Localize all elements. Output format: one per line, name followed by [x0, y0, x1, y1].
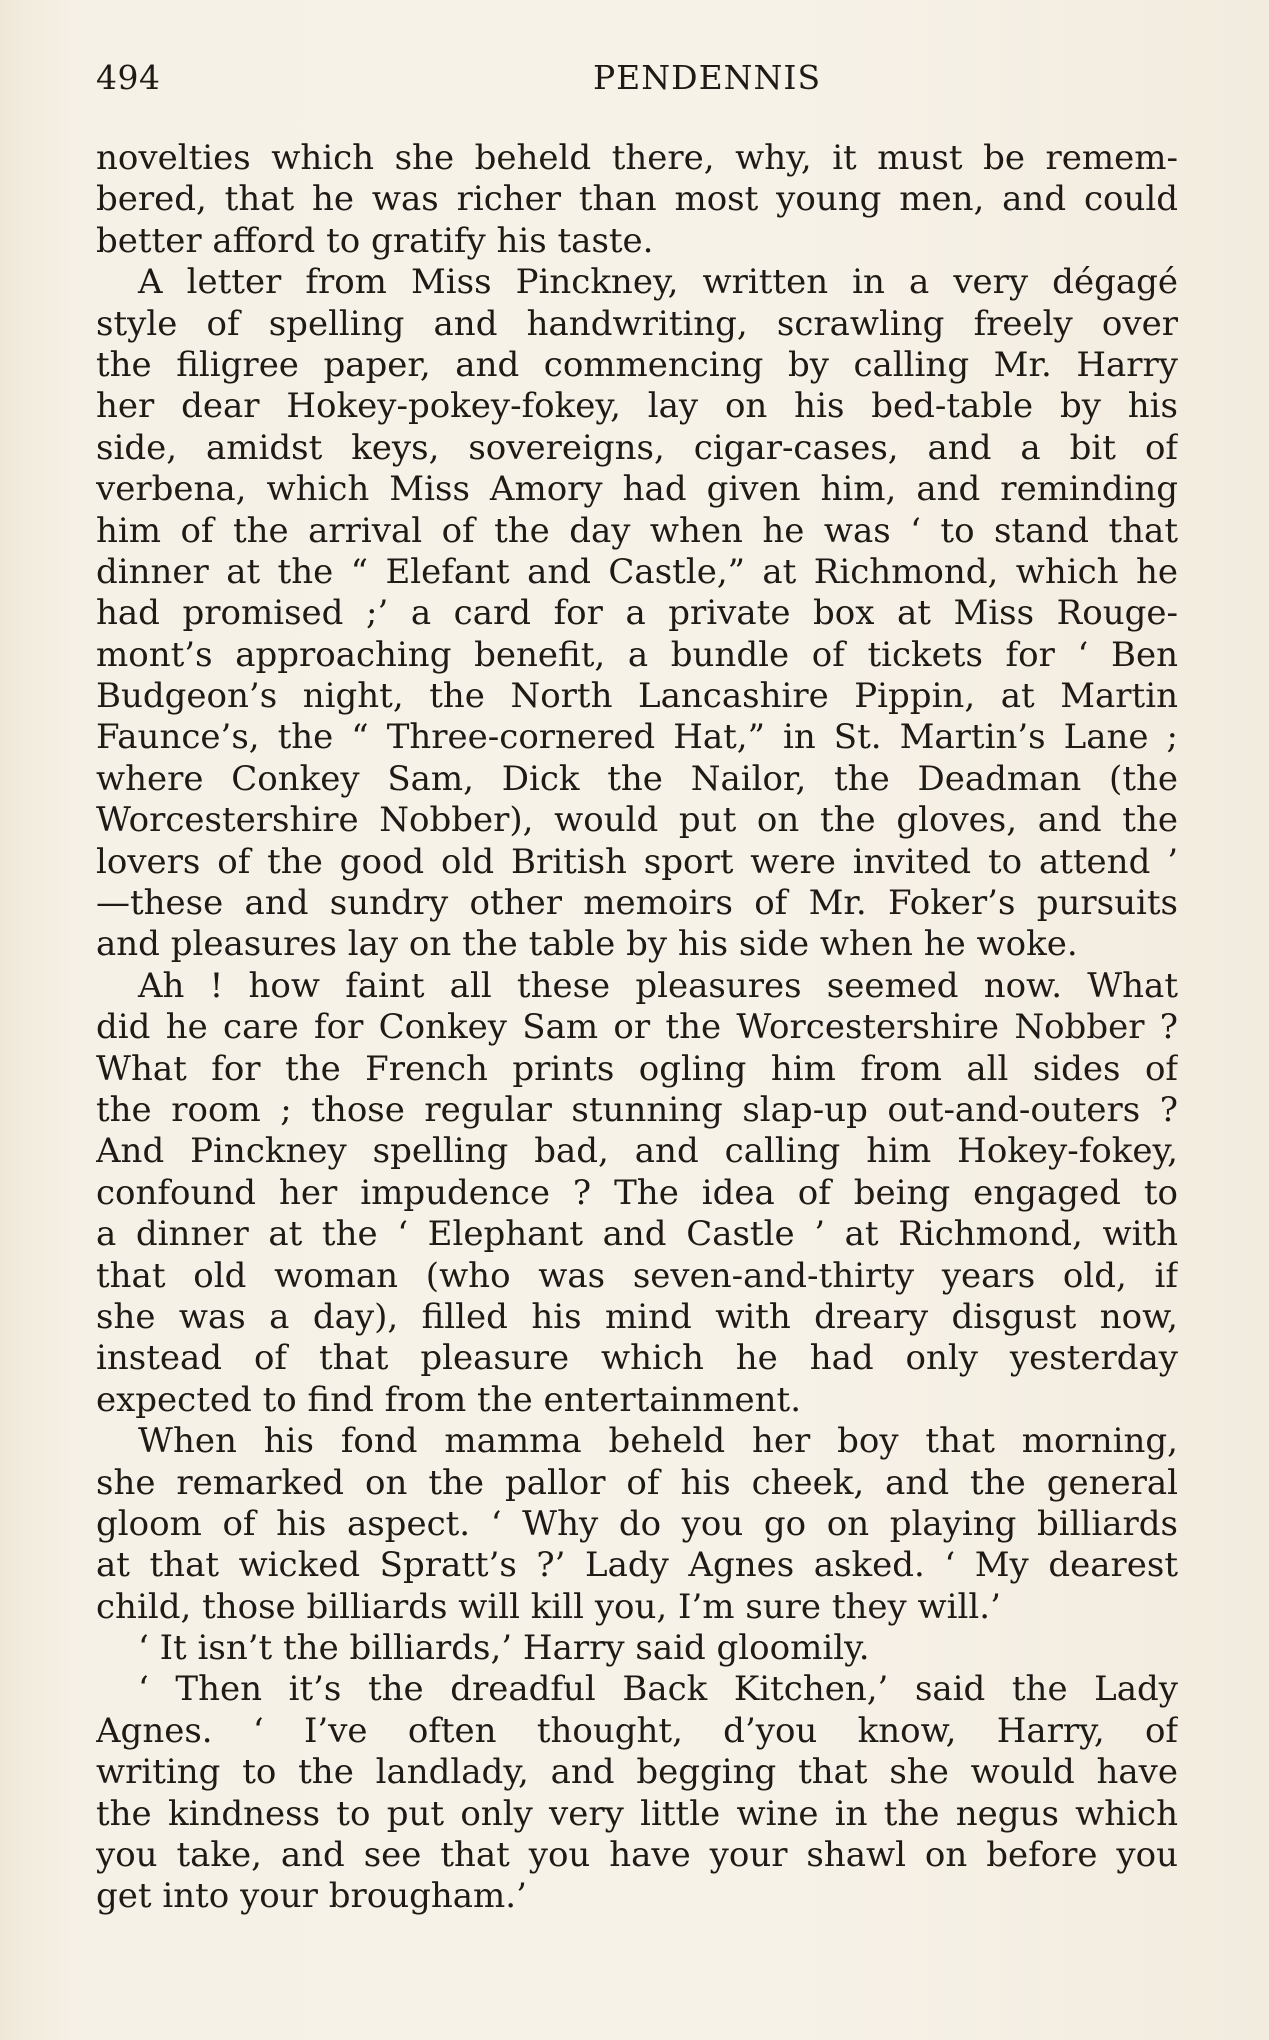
text-line: A letter from Miss Pinckney, written in a very dégagé: [138, 262, 1178, 303]
text-line: bered, that he was richer than most young men, and could: [96, 179, 1178, 220]
text-line: lovers of the good old British sport were invited to attend ’: [96, 841, 1178, 882]
text-line: side, amidst keys, sovereigns, cigar-cases, and a bit of: [96, 427, 1178, 468]
body-text: [96, 138, 1178, 1918]
text-line: had promised ;’ a card for a private box at Miss Rouge-: [96, 593, 1178, 634]
running-title: PENDENNIS: [592, 58, 822, 97]
text-line: gloom of his aspect. ‘ Why do you go on playing billiards: [96, 1503, 1178, 1544]
text-line: that old woman (who was seven-and-thirty years old, if: [96, 1255, 1178, 1296]
text-line: better afford to gratify his taste.: [96, 220, 654, 261]
text-line: get into your brougham.’: [96, 1876, 527, 1917]
text-line: Worcestershire Nobber), would put on the gloves, and the: [96, 800, 1178, 841]
text-line: a dinner at the ‘ Elephant and Castle ’ at Richmond, with: [96, 1214, 1178, 1255]
text-line: the kindness to put only very little wine in the negus which: [96, 1793, 1178, 1834]
text-line: where Conkey Sam, Dick the Nailor, the Deadman (the: [96, 758, 1178, 799]
text-line: ‘ It isn’t the billiards,’ Harry said gloomily.: [138, 1628, 870, 1669]
page-header: [96, 58, 1178, 108]
text-line: novelties which she beheld there, why, it must be remem-: [96, 138, 1178, 178]
text-line: dinner at the “ Elefant and Castle,” at Richmond, which he: [96, 551, 1178, 592]
text-line: the filigree paper, and commencing by calling Mr. Harry: [96, 344, 1178, 385]
text-line: did he care for Conkey Sam or the Worcestershire Nobber ?: [96, 1007, 1178, 1048]
text-line: you take, and see that you have your shawl on before you: [96, 1835, 1178, 1876]
text-line: and pleasures lay on the table by his side when he woke.: [96, 924, 1078, 965]
text-line: confound her impudence ? The idea of being engaged to: [96, 1172, 1178, 1213]
text-line: Faunce’s, the “ Three-cornered Hat,” in St. Martin’s Lane ;: [96, 717, 1178, 758]
text-line: When his fond mamma beheld her boy that morning,: [138, 1421, 1178, 1462]
text-line: him of the arrival of the day when he was ‘ to stand that: [96, 510, 1178, 551]
page-number: 494: [96, 58, 161, 97]
text-line: style of spelling and handwriting, scrawling freely over: [96, 303, 1178, 344]
text-line: expected to find from the entertainment.: [96, 1379, 802, 1420]
text-line: Agnes. ‘ I’ve often thought, d’you know, Harry, of: [96, 1710, 1178, 1751]
text-line: child, those billiards will kill you, I’m sure they will.’: [96, 1586, 1001, 1627]
text-line: Budgeon’s night, the North Lancashire Pippin, at Martin: [96, 676, 1178, 717]
text-line: the room ; those regular stunning slap-up out-and-outers ?: [96, 1089, 1178, 1130]
text-line: —these and sundry other memoirs of Mr. Foker’s pursuits: [96, 883, 1178, 924]
text-line: instead of that pleasure which he had only yesterday: [96, 1338, 1178, 1379]
text-line: ‘ Then it’s the dreadful Back Kitchen,’ said the Lady: [138, 1669, 1178, 1710]
text-line: And Pinckney spelling bad, and calling him Hokey-fokey,: [96, 1131, 1178, 1172]
text-line: she was a day), filled his mind with dreary disgust now,: [96, 1296, 1178, 1337]
text-line: at that wicked Spratt’s ?’ Lady Agnes asked. ‘ My dearest: [96, 1545, 1178, 1586]
text-line: Ah ! how faint all these pleasures seemed now. What: [138, 965, 1178, 1006]
text-line: mont’s approaching benefit, a bundle of tickets for ‘ Ben: [96, 634, 1178, 675]
text-line: What for the French prints ogling him from all sides of: [96, 1048, 1178, 1089]
text-line: her dear Hokey-pokey-fokey, lay on his bed-table by his: [96, 386, 1178, 427]
text-line: writing to the landlady, and begging that she would have: [96, 1752, 1178, 1793]
text-line: she remarked on the pallor of his cheek, and the general: [96, 1462, 1178, 1503]
text-line: verbena, which Miss Amory had given him, and reminding: [96, 469, 1178, 510]
